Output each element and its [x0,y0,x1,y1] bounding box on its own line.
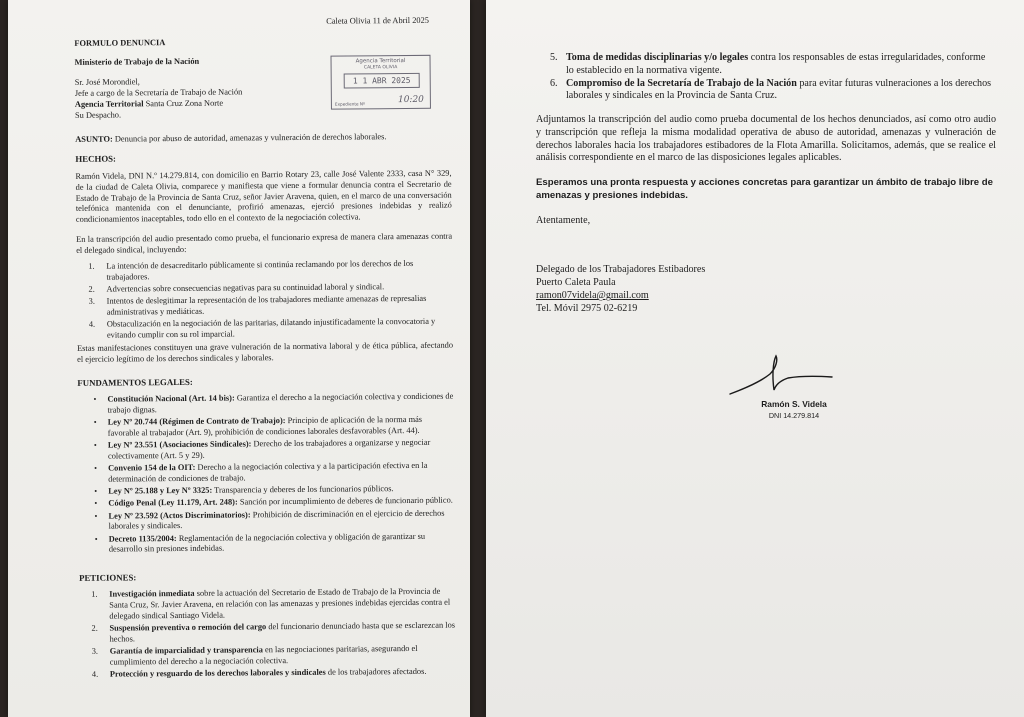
signature-stroke [730,356,832,394]
agency-zone: Santa Cruz Zona Norte [143,98,224,109]
petition-text: en las negociaciones paritarias, asegurando el cumplimiento del derecho a la negociación colectiva. [109,643,418,667]
petition-title: Investigación inmediata [109,588,195,599]
list-item: • Código Penal (Ley 11.179, Art. 248): Sanción por incumplimiento de deberes de funcionario público. [94,495,453,509]
petition-title: Toma de medidas disciplinarias y/o legales [566,52,749,63]
list-item [536,78,992,104]
petition-text: contra los responsables de estas irregularidades, conforme lo establecido en la normativa vigente. [566,52,986,76]
law-description: Principio de aplicación de la norma más favorable al trabajador (Art. 9), prohibición de condiciones laborales desfavorables (Art. 44). [107,414,423,438]
document-page-right [486,0,1024,717]
recipient-block [75,75,243,121]
signatory-place: Puerto Caleta Paula [536,277,616,289]
list-item: 4. Obstaculización en la negociación de las paritarias, dilatando injustificadamente la convocatoria y evitando cumplir con su rol imparcial. [88,317,436,340]
law-description: Reglamentación de la negociación colectiva y obligación de garantizar su desarrollo sin presiones indebidas. [108,531,426,554]
signatory-block [536,263,705,315]
asunto-line [75,132,451,146]
reception-stamp [330,55,430,110]
stamp-footer: Expediente Nº [334,101,366,107]
law-name: Ley Nº 20.744 (Régimen de Contrato de Trabajo): [107,416,286,427]
list-item [536,52,992,78]
fundamentos-list [77,392,454,558]
petition-title: Compromiso de la Secretaría de Trabajo de la Nación [566,77,797,89]
stamp-title: Agencia Territorial [355,58,406,65]
petition-title: Suspensión preventiva o remoción del cargo [109,622,267,633]
list-item: • Ley Nº 25.188 y Ley Nº 3325: Transparencia y deberes de los funcionarios públicos. [94,484,394,496]
petition-title: Garantía de imparcialidad y transparencia [109,645,263,656]
list-item: 2. Advertencias sobre consecuencias negativas para su continuidad laboral y sindical. [88,282,385,294]
recipient-name: Sr. José Morondiel, [74,77,140,87]
law-name: Convenio 154 de la OIT: [108,462,196,473]
law-description: Derecho de los trabajadores a organizarse y negociar colectivamente (Art. 5 y 29). [107,437,431,461]
signature-dni: DNI 14.279.814 [768,411,820,420]
fundamentos-heading: FUNDAMENTOS LEGALES: [77,376,193,388]
signatory-email-link[interactable]: ramon07videla@gmail.com [536,290,649,302]
law-description: Garantiza el derecho a la negociación colectiva y condiciones de trabajo dignas. [107,391,454,415]
list-item: • Ley Nº 23.592 (Actos Discriminatorios): Prohibición de discriminación en el ejercicio de derechos laborales y sindicales. [94,508,445,531]
signature-name: Ramón S. Videla [761,399,827,409]
hechos-heading: HECHOS: [75,153,117,164]
stamp-subtitle: CALETA OLIVIA [363,65,398,71]
law-name: Ley Nº 23.592 (Actos Discriminatorios): [108,509,251,521]
stamp-date: 1 1 ABR 2025 [344,73,420,89]
petition-text: para evitar futuras vulneraciones a los derechos laborales y sindicales en la Provincia de Santa Cruz. [566,77,992,102]
attachment-paragraph: Adjuntamos la transcripción del audio como prueba documental de los hechos denunciados, así como otro audio y transcripción que refleja la misma modalidad operativa de abuso de autoridad, amenazas y vulneración de derechos laborales hacia los trabajadores estibadores de la Flota Amarilla. Solicitamos, además, que se realice el análisis correspondiente en el marco de las disposiciones legales aplicables. [536,114,996,164]
document-page-left [8,0,470,717]
law-description: Sanción por incumplimiento de deberes de funcionario público. [237,495,453,507]
law-description: Prohibición de discriminación en el ejercicio de derechos laborales y sindicales. [108,508,445,531]
recipient-agency [75,98,243,111]
handwritten-signature [726,352,836,400]
law-name: Código Penal (Ley 11.179, Art. 248): [108,497,238,508]
asunto-label: ASUNTO: [75,134,113,144]
hechos-list [76,259,453,344]
hechos-paragraph-1: Ramón Videla, DNI N.º 14.279.814, con domicilio en Barrio Rotary 23, calle José Valente 2333, casa N° 329, de la ciudad de Caleta Olivia, comparece y manifiesta que viene a formular denuncia contra el Secretario de Estado de Trabajo de la Provincia de Santa Cruz, señor Javier Aravena, quien, en el marco de una conversación telefónica mantenida con el denunciante, profirió amenazas, ejerció presiones indebidas y realizó condicionamientos inaceptables, todo ello en el contexto de la negociación colectiva. [75,168,452,224]
law-name: Decreto 1135/2004: [108,533,177,544]
law-name: Ley Nº 23.551 (Asociaciones Sindicales): [107,439,252,450]
date-line: Caleta Olivia 11 de Abril 2025 [326,15,429,26]
list-item: • Ley Nº 23.551 (Asociaciones Sindicales): Derecho de los trabajadores a organizarse y negociar colectivamente (Art. 5 y 29). [93,437,431,461]
petition-title: Protección y resguardo de los derechos laborales y sindicales [109,667,326,679]
list-item: 1. La intención de desacreditarlo públicamente si continúa reclamando por los derechos de los trabajadores. [88,258,414,282]
recipient-closing: Su Despacho. [74,110,122,121]
list-item: 3. Garantía de imparcialidad y transparencia en las negociaciones paritarias, asegurando el cumplimiento del derecho a la negociación colectiva. [91,643,418,667]
list-item: • Constitución Nacional (Art. 14 bis): Garantiza el derecho a la negociación colectiva y condiciones de trabajo dignas. [93,391,454,415]
list-item-text: Advertencias sobre consecuencias negativas para su continuidad laboral y sindical. [106,282,385,294]
agency-label: Agencia Territorial [74,99,144,110]
list-item-text: Obstaculización en la negociación de las paritarias, dilatando injustificadamente la convocatoria y evitando cumplir con su rol imparcial. [106,317,436,340]
list-item: • Ley Nº 20.744 (Régimen de Contrato de Trabajo): Principio de aplicación de la norma más favorable al trabajador (Art. 9), prohibición de condiciones laborales desfavorables (Art. 44). [93,414,423,438]
left-page-content [64,0,456,717]
form-title: FORMULO DENUNCIA [74,38,166,48]
signatory-phone: Tel. Móvil 2975 02-6219 [536,303,638,315]
peticiones-list-continued [536,52,992,105]
right-page-content [536,0,1006,717]
hechos-paragraph-3: Estas manifestaciones constituyen una grave vulneración de la normativa laboral y de ética pública, afectando el ejercicio legítimo de los derechos sindicales y laborales. [77,340,454,364]
recipient-role: Jefe a cargo de la Secretaría de Trabajo de Nación [74,87,243,99]
ministry-line: Ministerio de Trabajo de la Nación [74,56,200,67]
petition-text: sobre la actuación del Secretario de Estado de Trabajo de la Provincia de Santa Cruz, Sr. Javier Aravena, en relación con las amenazas y presiones indebidas ejercidas contra el delegado sindical Santiago Videla. [109,586,451,621]
law-description: Transparencia y deberes de los funcionarios públicos. [212,484,394,495]
closing-statement: Esperamos una pronta respuesta y acciones concretas para garantizar un ámbito de trabajo libre de amenazas y presiones indebidas. [536,177,993,201]
list-item: • Convenio 154 de la OIT: Derecho a la negociación colectiva y a la participación efectiva en la determinación de condiciones de trabajo. [94,460,428,484]
list-item: 1. Investigación inmediata sobre la actuación del Secretario de Estado de Trabajo de la Provincia de Santa Cruz, Sr. Javier Aravena, en relación con las amenazas y presiones indebidas ejercidas contra el delegado sindical Santiago Videla. [91,586,451,621]
peticiones-list [79,587,456,682]
petition-text: del funcionario denunciado hasta que se esclarezcan los hechos. [109,620,456,644]
stamp-handwriting: 10:20 [397,95,424,106]
hechos-paragraph-2: En la transcripción del audio presentado como prueba, el funcionario expresa de manera clara amenazas contra el delegado sindical, incluyendo: [76,231,453,255]
asunto-text: Denuncia por abuso de autoridad, amenazas y vulneración de derechos laborales. [112,132,387,144]
list-item: • Decreto 1135/2004: Reglamentación de la negociación colectiva y obligación de garantizar su desarrollo sin presiones indebidas. [94,531,426,554]
list-item-text: La intención de desacreditarlo públicamente si continúa reclamando por los derechos de los trabajadores. [106,258,414,282]
salutation: Atentamente, [536,215,591,226]
law-name: Ley Nº 25.188 y Ley Nº 3325: [108,485,213,496]
petition-text: de los trabajadores afectados. [325,666,427,677]
law-name: Constitución Nacional (Art. 14 bis): [107,393,235,404]
list-number: 5. [550,52,558,63]
peticiones-heading: PETICIONES: [78,572,137,583]
list-item: 4. Protección y resguardo de los derechos laborales y sindicales de los trabajadores afectados. [91,666,427,679]
law-description: Derecho a la negociación colectiva y a la participación efectiva en la determinación de condiciones de trabajo. [108,460,428,484]
list-number: 6. [550,77,558,89]
list-item: 3. Intentos de deslegitimar la representación de los trabajadores mediante amenazas de represalias administrativas y mediáticas. [88,294,427,317]
list-item: 2. Suspensión preventiva o remoción del cargo del funcionario denunciado hasta que se esclarezcan los hechos. [91,620,456,644]
list-item-text: Intentos de deslegitimar la representación de los trabajadores mediante amenazas de represalias administrativas y mediáticas. [106,294,427,317]
signatory-role: Delegado de los Trabajadores Estibadores [536,264,706,275]
